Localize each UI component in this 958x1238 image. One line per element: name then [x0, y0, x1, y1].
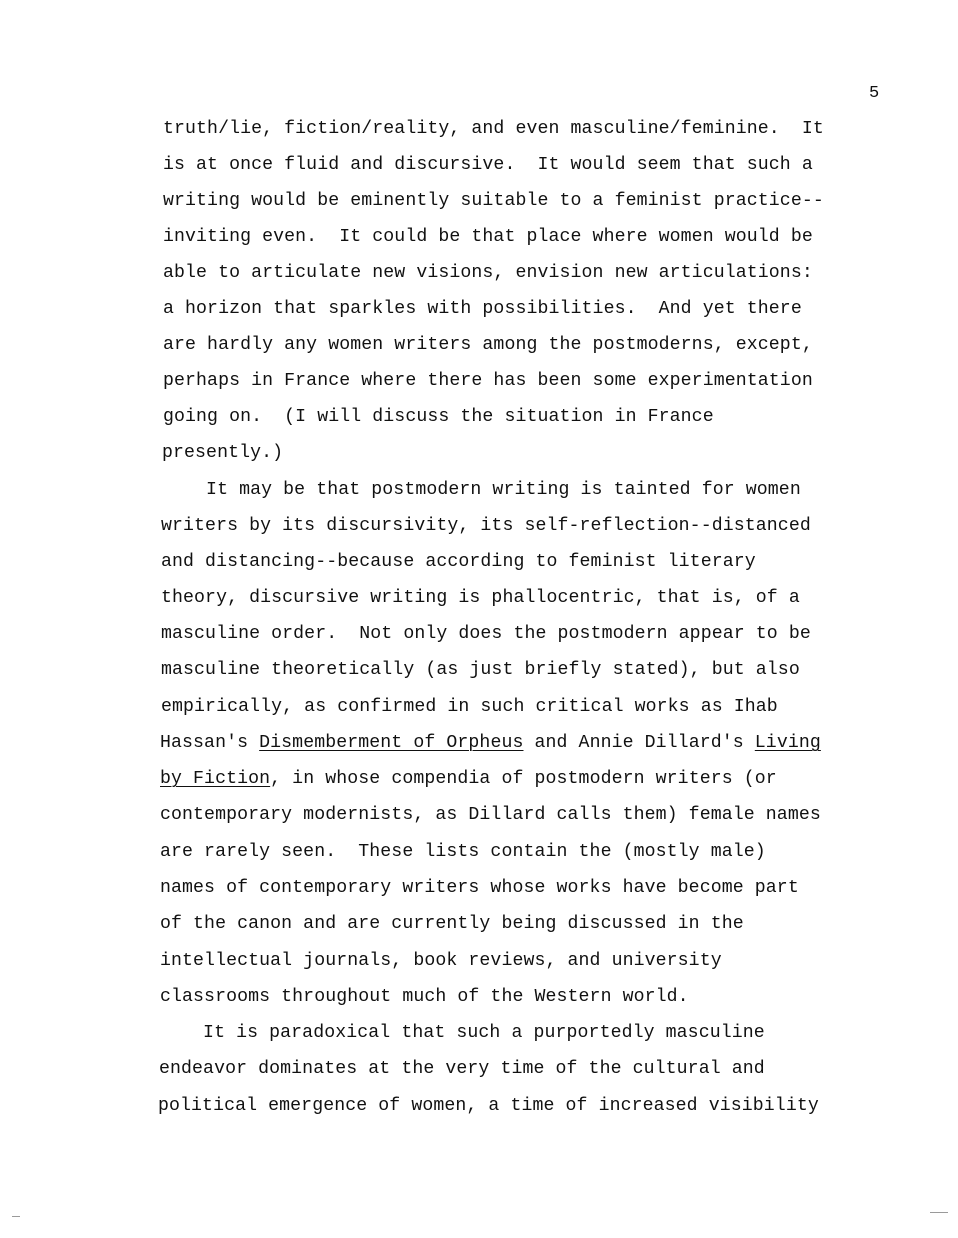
text-line: masculine order. Not only does the postmodern appear to be: [161, 624, 811, 644]
text-line: names of contemporary writers whose works have become part: [160, 878, 799, 898]
text-line: political emergence of women, a time of increased visibility: [158, 1096, 819, 1116]
page-number: 5: [869, 84, 880, 103]
text-line: It is paradoxical that such a purportedly masculine: [159, 1023, 765, 1043]
text-line: perhaps in France where there has been some experimentation: [163, 371, 813, 391]
text-line: presently.): [162, 443, 284, 463]
text-line: are rarely seen. These lists contain the (mostly male): [160, 842, 766, 862]
text-line: [160, 732, 821, 754]
text-line: It may be that postmodern writing is tainted for women: [162, 480, 801, 500]
book-title-dismemberment-of-orpheus: Dismemberment of Orpheus: [259, 733, 524, 753]
text-run: and Annie Dillard's: [523, 733, 755, 753]
text-line: going on. (I will discuss the situation in France: [163, 407, 714, 427]
text-line: of the canon and are currently being discussed in the: [160, 914, 744, 934]
scan-speck: [930, 1212, 948, 1213]
text-run: , in whose compendia of postmodern writers (or: [270, 769, 777, 789]
text-line: theory, discursive writing is phallocentric, that is, of a: [161, 588, 800, 608]
text-line: are hardly any women writers among the postmoderns, except,: [163, 335, 813, 355]
text-line: able to articulate new visions, envision new articulations:: [163, 263, 813, 283]
text-line: writers by its discursivity, its self-reflection--distanced: [161, 516, 811, 536]
text-line: inviting even. It could be that place where women would be: [163, 227, 813, 247]
text-line: truth/lie, fiction/reality, and even masculine/feminine. It: [163, 119, 824, 139]
text-line: endeavor dominates at the very time of the cultural and: [159, 1059, 765, 1079]
text-line: empirically, as confirmed in such critical works as Ihab: [161, 697, 778, 717]
scan-speck: [12, 1216, 20, 1217]
text-line: and distancing--because according to feminist literary: [161, 552, 756, 572]
text-line: a horizon that sparkles with possibilities. And yet there: [163, 299, 802, 319]
book-title-living-by-fiction-continued: by Fiction: [160, 769, 271, 789]
book-title-living-by-fiction: Living: [754, 733, 821, 753]
text-line: [160, 768, 777, 790]
text-run: Hassan's: [160, 733, 260, 753]
text-line: contemporary modernists, as Dillard calls them) female names: [160, 805, 821, 825]
text-line: masculine theoretically (as just briefly stated), but also: [161, 660, 800, 680]
text-line: writing would be eminently suitable to a feminist practice--: [163, 191, 824, 211]
text-line: is at once fluid and discursive. It would seem that such a: [163, 155, 813, 175]
text-line: intellectual journals, book reviews, and university: [160, 951, 722, 971]
text-line: classrooms throughout much of the Western world.: [160, 987, 689, 1007]
